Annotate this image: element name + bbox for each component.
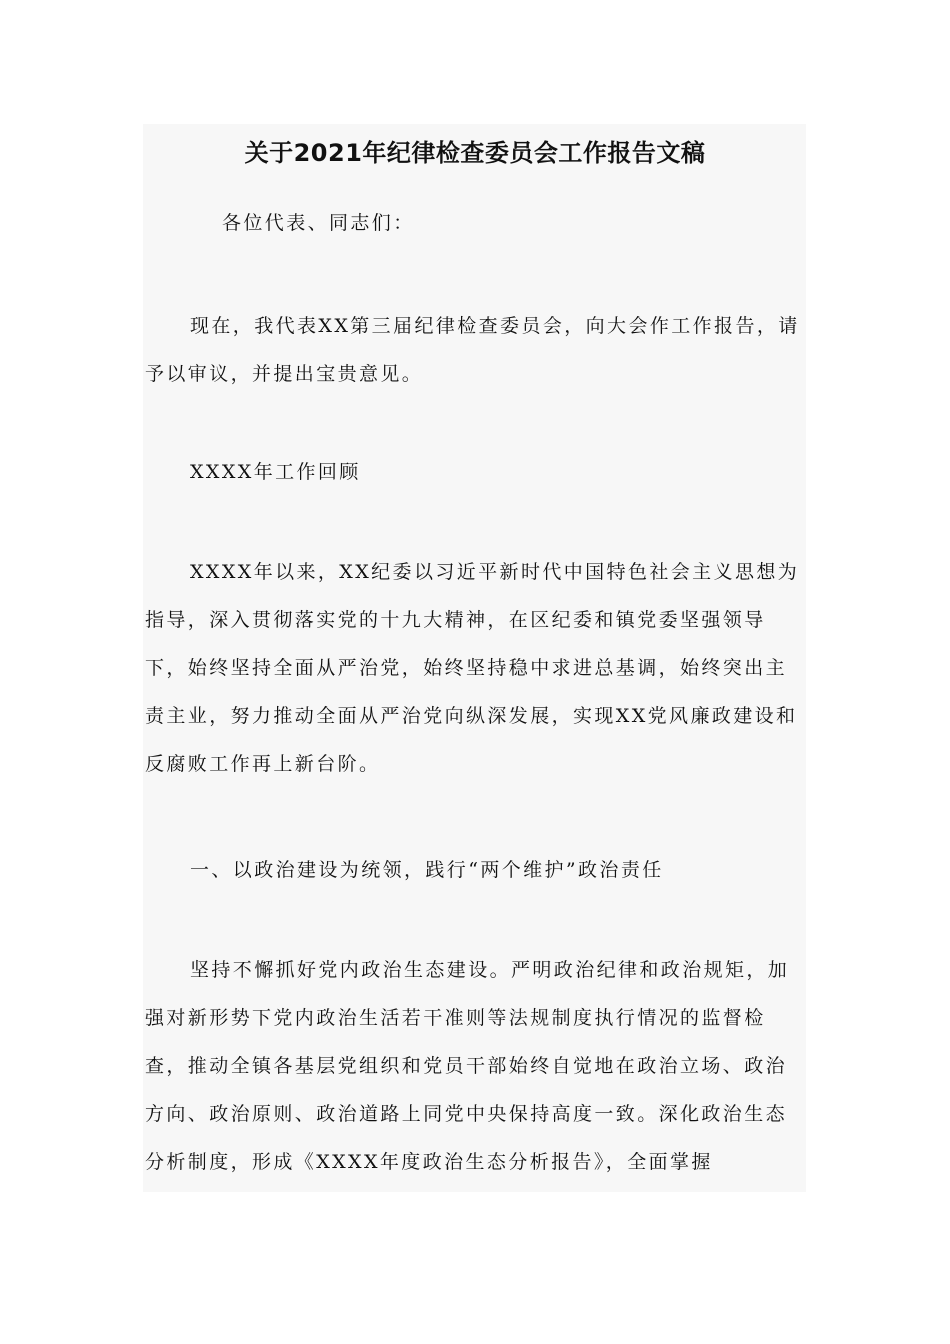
section1-body-paragraph: 坚持不懈抓好党内政治生态建设。严明政治纪律和政治规矩，加强对新形势下党内政治生活若干准则等法规制度执行情况的监督检查，推动全镇各基层党组织和党员干部始终自觉地在政治立场、政治方向、政治原则、政治道路上同党中央保持高度一致。深化政治生态分析制度，形成《XXXX年度政治生态分析报告》，全面掌握 bbox=[145, 959, 790, 1173]
intro-paragraph: 现在，我代表XX第三届纪律检查委员会，向大会作工作报告，请予以审议，并提出宝贵意见。 bbox=[145, 315, 800, 385]
salutation: 各位代表、同志们： bbox=[222, 212, 415, 234]
review-heading: XXXX年工作回顾 bbox=[190, 461, 361, 483]
document-title: 关于2021年纪律检查委员会工作报告文稿 bbox=[244, 139, 706, 167]
section1-heading: 一、以政治建设为统领，践行“两个维护”政治责任 bbox=[190, 859, 664, 881]
review-body-paragraph: XXXX年以来，XX纪委以习近平新时代中国特色社会主义思想为指导，深入贯彻落实党的十九大精神，在区纪委和镇党委坚强领导下，始终坚持全面从严治党，始终坚持稳中求进总基调，始终突出主责主业，努力推动全面从严治党向纵深发展，实现XX党风廉政建设和反腐败工作再上新台阶。 bbox=[145, 561, 800, 775]
